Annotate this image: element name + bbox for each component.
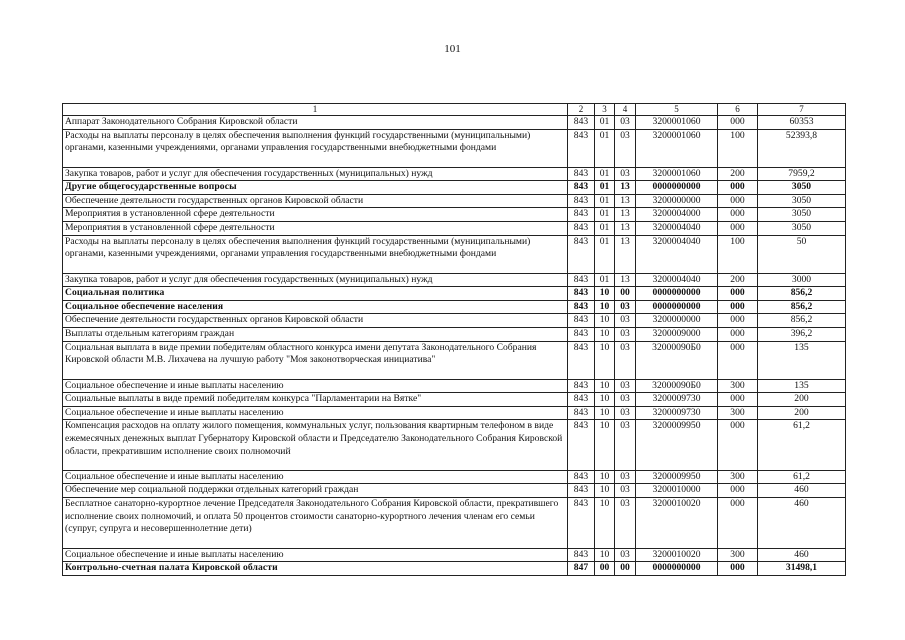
section-code: 10 (595, 300, 615, 314)
column-header: 1 (63, 104, 568, 116)
section-code: 10 (595, 341, 615, 379)
expense-type-code: 000 (718, 208, 758, 222)
ministry-code: 843 (568, 273, 595, 287)
subsection-code: 03 (615, 167, 636, 181)
amount: 3050 (758, 181, 846, 195)
subsection-code: 13 (615, 208, 636, 222)
amount: 460 (758, 498, 846, 549)
expense-type-code: 300 (718, 379, 758, 393)
table-row (63, 129, 846, 167)
target-article-code: 3200001060 (636, 167, 718, 181)
expense-type-code: 000 (718, 341, 758, 379)
expense-type-code: 000 (718, 420, 758, 471)
target-article-code: 3200000000 (636, 314, 718, 328)
table-row (63, 273, 846, 287)
expense-type-code: 100 (718, 235, 758, 273)
subsection-code: 03 (615, 484, 636, 498)
amount: 3050 (758, 208, 846, 222)
table-row (63, 287, 846, 301)
budget-table (62, 103, 846, 576)
amount: 3050 (758, 194, 846, 208)
target-article-code: 3200001060 (636, 116, 718, 130)
amount: 856,2 (758, 314, 846, 328)
expense-type-code: 000 (718, 314, 758, 328)
ministry-code: 843 (568, 341, 595, 379)
section-code: 10 (595, 548, 615, 562)
section-code: 10 (595, 393, 615, 407)
ministry-code: 843 (568, 129, 595, 167)
ministry-code: 843 (568, 314, 595, 328)
expense-type-code: 200 (718, 167, 758, 181)
subsection-code: 03 (615, 498, 636, 549)
amount: 60353 (758, 116, 846, 130)
amount: 135 (758, 341, 846, 379)
table-row (63, 562, 846, 576)
row-name: Социальное обеспечение и иные выплаты населению (63, 379, 568, 393)
subsection-code: 03 (615, 300, 636, 314)
subsection-code: 03 (615, 406, 636, 420)
subsection-code: 13 (615, 273, 636, 287)
expense-type-code: 000 (718, 116, 758, 130)
subsection-code: 13 (615, 221, 636, 235)
amount: 31498,1 (758, 562, 846, 576)
table-row (63, 548, 846, 562)
amount: 856,2 (758, 300, 846, 314)
table-row (63, 194, 846, 208)
section-code: 01 (595, 181, 615, 195)
table-row (63, 327, 846, 341)
section-code: 10 (595, 379, 615, 393)
subsection-code: 03 (615, 393, 636, 407)
expense-type-code: 100 (718, 129, 758, 167)
expense-type-code: 000 (718, 393, 758, 407)
amount: 61,2 (758, 420, 846, 471)
target-article-code: 0000000000 (636, 562, 718, 576)
target-article-code: 3200001060 (636, 129, 718, 167)
subsection-code: 00 (615, 562, 636, 576)
expense-type-code: 000 (718, 498, 758, 549)
target-article-code: 3200000000 (636, 194, 718, 208)
row-name: Мероприятия в установленной сфере деятельности (63, 208, 568, 222)
subsection-code: 03 (615, 341, 636, 379)
section-code: 01 (595, 167, 615, 181)
row-name: Другие общегосударственные вопросы (63, 181, 568, 195)
subsection-code: 03 (615, 129, 636, 167)
row-name: Аппарат Законодательного Собрания Кировской области (63, 116, 568, 130)
target-article-code: 3200004040 (636, 221, 718, 235)
table-row (63, 379, 846, 393)
table-row (63, 300, 846, 314)
row-name: Компенсация расходов на оплату жилого помещения, коммунальных услуг, пользования квартирным телефоном в виде ежемесячных денежных выплат Губернатору Кировской области и Председателю Законодательного Собрания Кировской области, прекратившим исполнение своих полномочий (63, 420, 568, 471)
subsection-code: 03 (615, 420, 636, 471)
amount: 200 (758, 406, 846, 420)
row-name: Социальное обеспечение населения (63, 300, 568, 314)
ministry-code: 843 (568, 484, 595, 498)
target-article-code: 3200010000 (636, 484, 718, 498)
section-code: 10 (595, 484, 615, 498)
amount: 200 (758, 393, 846, 407)
row-name: Контрольно-счетная палата Кировской области (63, 562, 568, 576)
amount: 3000 (758, 273, 846, 287)
amount: 856,2 (758, 287, 846, 301)
table-row (63, 470, 846, 484)
target-article-code: 3200004040 (636, 235, 718, 273)
row-name: Расходы на выплаты персоналу в целях обеспечения выполнения функций государственными (муниципальными) органами, казенными учреждениями, органами управления государственными внебюджетными фондами (63, 235, 568, 273)
subsection-code: 13 (615, 181, 636, 195)
ministry-code: 843 (568, 181, 595, 195)
subsection-code: 03 (615, 327, 636, 341)
target-article-code: 3200004040 (636, 273, 718, 287)
ministry-code: 843 (568, 208, 595, 222)
row-name: Закупка товаров, работ и услуг для обеспечения государственных (муниципальных) нужд (63, 167, 568, 181)
row-name: Социальная политика (63, 287, 568, 301)
ministry-code: 843 (568, 235, 595, 273)
row-name: Закупка товаров, работ и услуг для обеспечения государственных (муниципальных) нужд (63, 273, 568, 287)
target-article-code: 0000000000 (636, 300, 718, 314)
row-name: Бесплатное санаторно-курортное лечение Председателя Законодательного Собрания Кировской области, прекратившего исполнение своих полномочий, и оплата 50 процентов стоимости санаторно-курортного лечения членам его семьи (супруг, супруга и несовершеннолетние дети) (63, 498, 568, 549)
section-code: 10 (595, 498, 615, 549)
section-code: 10 (595, 314, 615, 328)
expense-type-code: 300 (718, 548, 758, 562)
table-row (63, 484, 846, 498)
amount: 3050 (758, 221, 846, 235)
table-row (63, 116, 846, 130)
amount: 460 (758, 484, 846, 498)
expense-type-code: 300 (718, 470, 758, 484)
ministry-code: 843 (568, 470, 595, 484)
section-code: 10 (595, 327, 615, 341)
section-code: 01 (595, 129, 615, 167)
target-article-code: 3200009950 (636, 470, 718, 484)
amount: 52393,8 (758, 129, 846, 167)
table-row (63, 235, 846, 273)
row-name: Обеспечение деятельности государственных органов Кировской области (63, 314, 568, 328)
ministry-code: 843 (568, 221, 595, 235)
ministry-code: 843 (568, 406, 595, 420)
table-row (63, 208, 846, 222)
section-code: 01 (595, 221, 615, 235)
expense-type-code: 000 (718, 194, 758, 208)
subsection-code: 03 (615, 314, 636, 328)
ministry-code: 843 (568, 287, 595, 301)
section-code: 10 (595, 470, 615, 484)
section-code: 01 (595, 235, 615, 273)
row-name: Обеспечение мер социальной поддержки отдельных категорий граждан (63, 484, 568, 498)
table-row (63, 393, 846, 407)
target-article-code: 3200010020 (636, 548, 718, 562)
row-name: Выплаты отдельным категориям граждан (63, 327, 568, 341)
table-header-row (63, 104, 846, 116)
page-number: 101 (444, 43, 461, 55)
table-row (63, 498, 846, 549)
subsection-code: 00 (615, 287, 636, 301)
expense-type-code: 000 (718, 300, 758, 314)
subsection-code: 03 (615, 116, 636, 130)
subsection-code: 13 (615, 194, 636, 208)
section-code: 10 (595, 287, 615, 301)
column-header: 5 (636, 104, 718, 116)
row-name: Социальное обеспечение и иные выплаты населению (63, 548, 568, 562)
subsection-code: 13 (615, 235, 636, 273)
ministry-code: 843 (568, 194, 595, 208)
target-article-code: 3200009730 (636, 406, 718, 420)
subsection-code: 03 (615, 379, 636, 393)
table-row (63, 420, 846, 471)
section-code: 01 (595, 273, 615, 287)
ministry-code: 843 (568, 420, 595, 471)
target-article-code: 3200009950 (636, 420, 718, 471)
column-header: 7 (758, 104, 846, 116)
ministry-code: 843 (568, 300, 595, 314)
subsection-code: 03 (615, 548, 636, 562)
amount: 61,2 (758, 470, 846, 484)
ministry-code: 843 (568, 327, 595, 341)
expense-type-code: 000 (718, 287, 758, 301)
expense-type-code: 000 (718, 562, 758, 576)
target-article-code: 0000000000 (636, 181, 718, 195)
section-code: 00 (595, 562, 615, 576)
ministry-code: 843 (568, 379, 595, 393)
target-article-code: 3200010020 (636, 498, 718, 549)
section-code: 01 (595, 208, 615, 222)
table-row (63, 221, 846, 235)
ministry-code: 843 (568, 393, 595, 407)
section-code: 01 (595, 194, 615, 208)
target-article-code: 32000090Б0 (636, 341, 718, 379)
row-name: Социальное обеспечение и иные выплаты населению (63, 470, 568, 484)
ministry-code: 843 (568, 116, 595, 130)
table-row (63, 341, 846, 379)
ministry-code: 843 (568, 498, 595, 549)
table-row (63, 181, 846, 195)
row-name: Расходы на выплаты персоналу в целях обеспечения выполнения функций государственными (муниципальными) органами, казенными учреждениями, органами управления государственными внебюджетными фондами (63, 129, 568, 167)
expense-type-code: 000 (718, 327, 758, 341)
table-row (63, 314, 846, 328)
target-article-code: 32000090Б0 (636, 379, 718, 393)
expense-type-code: 000 (718, 484, 758, 498)
ministry-code: 847 (568, 562, 595, 576)
row-name: Социальное обеспечение и иные выплаты населению (63, 406, 568, 420)
amount: 7959,2 (758, 167, 846, 181)
target-article-code: 3200009730 (636, 393, 718, 407)
subsection-code: 03 (615, 470, 636, 484)
ministry-code: 843 (568, 548, 595, 562)
expense-type-code: 300 (718, 406, 758, 420)
row-name: Обеспечение деятельности государственных органов Кировской области (63, 194, 568, 208)
amount: 50 (758, 235, 846, 273)
column-header: 6 (718, 104, 758, 116)
expense-type-code: 200 (718, 273, 758, 287)
column-header: 3 (595, 104, 615, 116)
section-code: 01 (595, 116, 615, 130)
table-row (63, 167, 846, 181)
section-code: 10 (595, 406, 615, 420)
column-header: 4 (615, 104, 636, 116)
target-article-code: 0000000000 (636, 287, 718, 301)
expense-type-code: 000 (718, 181, 758, 195)
amount: 460 (758, 548, 846, 562)
expense-type-code: 000 (718, 221, 758, 235)
target-article-code: 3200009000 (636, 327, 718, 341)
row-name: Социальные выплаты в виде премий победителям конкурса "Парламентарии на Вятке" (63, 393, 568, 407)
amount: 135 (758, 379, 846, 393)
row-name: Социальная выплата в виде премии победителям областного конкурса имени депутата Законодательного Собрания Кировской области М.В. Лихачева на лучшую работу "Моя законотворческая инициатива" (63, 341, 568, 379)
row-name: Мероприятия в установленной сфере деятельности (63, 221, 568, 235)
ministry-code: 843 (568, 167, 595, 181)
section-code: 10 (595, 420, 615, 471)
amount: 396,2 (758, 327, 846, 341)
column-header: 2 (568, 104, 595, 116)
target-article-code: 3200004000 (636, 208, 718, 222)
table-row (63, 406, 846, 420)
